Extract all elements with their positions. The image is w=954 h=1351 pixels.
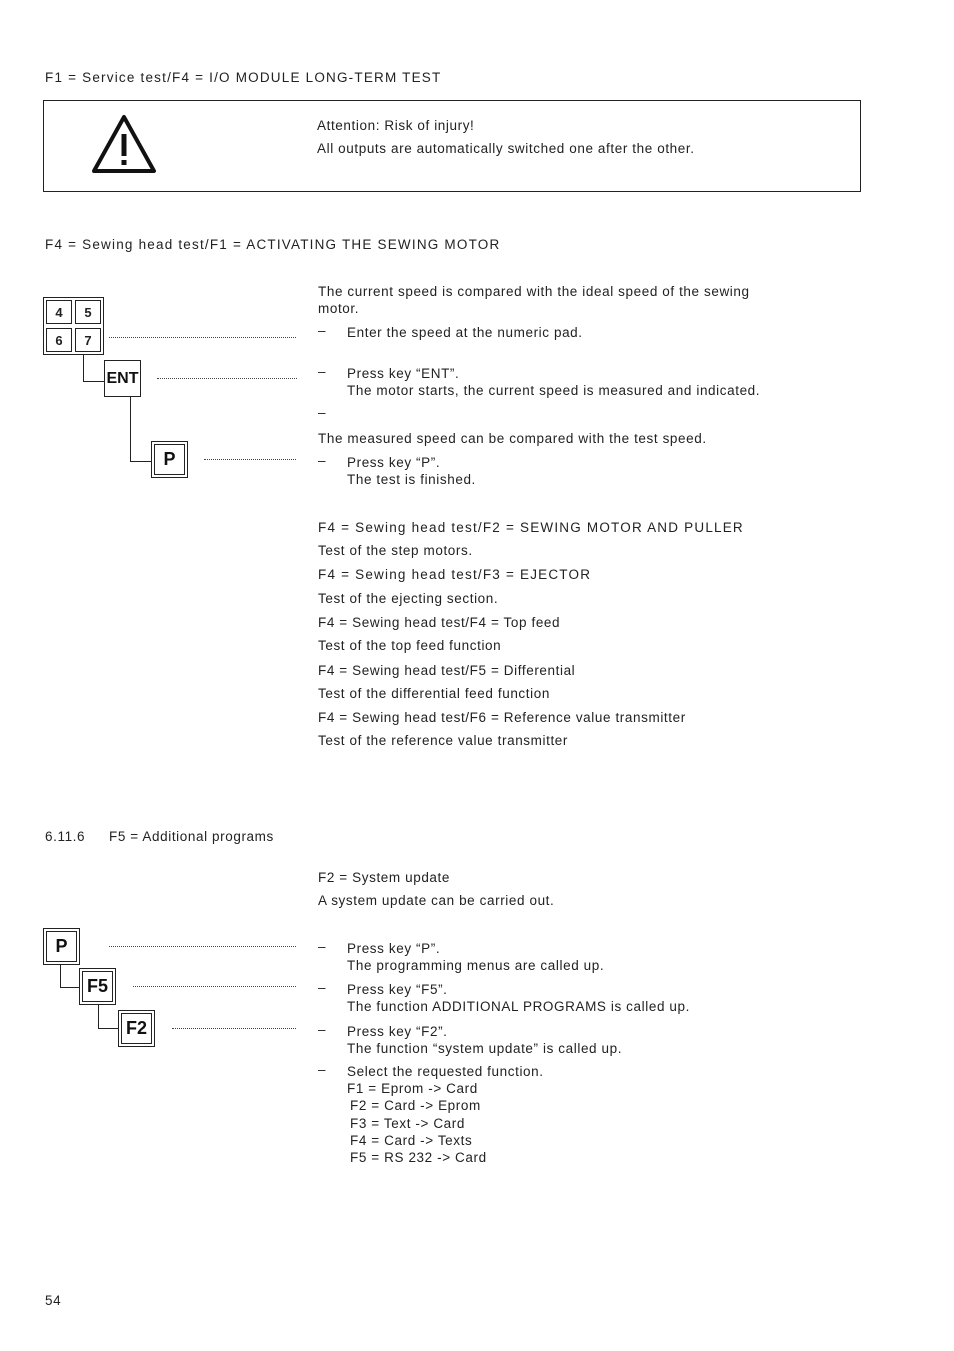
connector-line [98,1028,119,1029]
step-press-f2-result: The function “system update” is called up. [347,1041,623,1056]
test-desc: Test of the top feed function [318,638,502,653]
f5-key-label: F5 [86,976,108,996]
test-title: F4 = Sewing head test/F6 = Reference value transmitter [318,710,686,725]
list-dash: – [318,1022,326,1037]
step-press-ent-result: The motor starts, the current speed is measured and indicated. [347,383,761,398]
section-heading-io-module: F1 = Service test/F4 = I/O MODULE LONG-TERM TEST [45,70,442,85]
list-dash: – [318,980,326,995]
test-desc: Test of the differential feed function [318,686,550,701]
test-desc: Test of the ejecting section. [318,591,499,606]
connector-line [60,987,80,988]
page-number: 54 [45,1293,62,1308]
test-title: F4 = Sewing head test/F5 = Differential [318,663,576,678]
connector-line [83,355,84,382]
step-select-function: Select the requested function. [347,1064,544,1079]
p-key [151,441,188,478]
leader-dots [204,459,296,460]
connector-line [83,381,105,382]
test-title: F4 = Sewing head test/F4 = Top feed [318,615,561,630]
connector-line [98,1005,99,1029]
section-number: 6.11.6 [45,829,86,844]
step-press-ent: Press key “ENT”. [347,366,460,381]
test-desc: Test of the reference value transmitter [318,733,569,748]
f2-key [118,1010,155,1047]
pad-key-5: 5 [75,300,101,324]
intro-text-continued: motor. [318,301,360,316]
system-update-heading: F2 = System update [318,870,450,885]
list-dash: – [318,405,326,420]
leader-dots [109,946,296,947]
step-enter-speed: Enter the speed at the numeric pad. [347,325,583,340]
p-key-label: P [55,936,68,956]
warning-text: All outputs are automatically switched one after the other. [317,141,695,156]
test-desc: Test of the step motors. [318,543,473,558]
option-item: F1 = Eprom -> Card [347,1081,478,1096]
connector-line [60,965,61,988]
step-press-p-result: The test is finished. [347,472,476,487]
pad-key-7: 7 [75,328,101,352]
intro-text: The current speed is compared with the ideal speed of the sewing [318,284,750,299]
step-press-p: Press key “P”. [347,455,441,470]
list-dash: – [318,364,326,379]
leader-dots [133,986,296,987]
list-dash: – [318,323,326,338]
test-title: F4 = Sewing head test/F3 = EJECTOR [318,567,592,582]
option-item: F3 = Text -> Card [350,1116,465,1131]
step-press-p: Press key “P”. [347,941,441,956]
option-item: F5 = RS 232 -> Card [350,1150,487,1165]
p-key [43,928,80,965]
test-title: F4 = Sewing head test/F2 = SEWING MOTOR AND PULLER [318,520,744,535]
section-title: F5 = Additional programs [109,829,274,844]
leader-dots [157,378,297,379]
system-update-desc: A system update can be carried out. [318,893,555,908]
f2-key-label: F2 [125,1018,147,1038]
connector-line [130,397,131,462]
warning-box [43,100,861,192]
leader-dots [109,337,296,338]
warning-triangle-icon [91,114,157,174]
leader-dots [172,1028,296,1029]
section-heading-sewing-motor: F4 = Sewing head test/F1 = ACTIVATING THE SEWING MOTOR [45,237,501,252]
option-item: F2 = Card -> Eprom [350,1098,481,1113]
connector-line [130,461,152,462]
numeric-pad-key [43,297,104,355]
p-key-label: P [163,449,176,469]
step-press-f5-result: The function ADDITIONAL PROGRAMS is called up. [347,999,690,1014]
list-dash: – [318,939,326,954]
list-dash: – [318,453,326,468]
step-press-f2: Press key “F2”. [347,1024,448,1039]
ent-key: ENT [104,360,141,397]
step-press-f5: Press key “F5”. [347,982,448,997]
option-item: F4 = Card -> Texts [350,1133,473,1148]
warning-title: Attention: Risk of injury! [317,118,475,133]
step-press-p-result: The programming menus are called up. [347,958,605,973]
f5-key [79,968,116,1005]
compare-text: The measured speed can be compared with the test speed. [318,431,707,446]
pad-key-6: 6 [46,328,72,352]
list-dash: – [318,1062,326,1077]
pad-key-4: 4 [46,300,72,324]
